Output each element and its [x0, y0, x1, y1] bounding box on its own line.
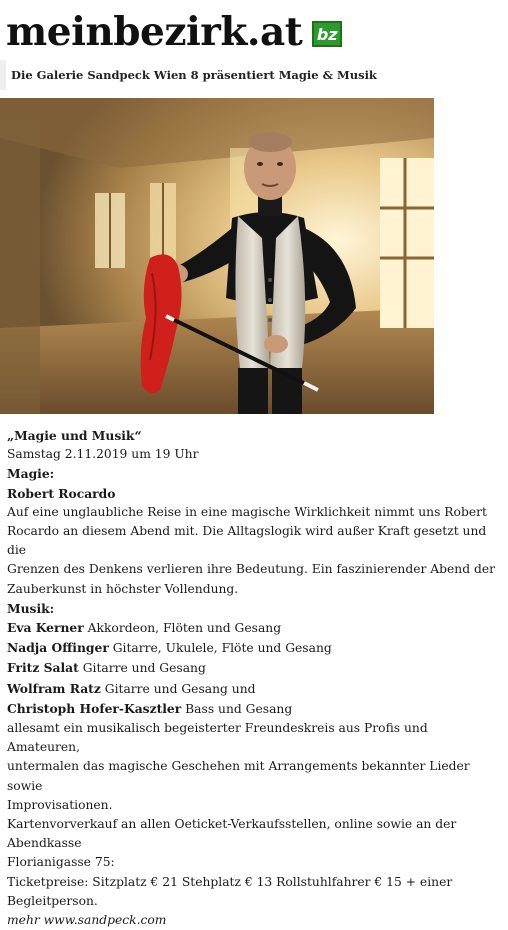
- site-logo[interactable]: meinbezirk.at: [6, 8, 303, 55]
- magic-description-line: Rocardo an diesem Abend mit. Die Alltagslogik wird außer Kraft gesetzt und die: [7, 524, 487, 558]
- masthead: [6, 10, 342, 54]
- musician-role: Gitarre, Ukulele, Flöte und Gesang: [108, 641, 332, 656]
- magic-description-line: Grenzen des Denkens verlieren ihre Bedeutung. Ein faszinierender Abend der: [7, 562, 496, 577]
- article-body: [7, 426, 503, 930]
- bz-logo-badge[interactable]: bz: [312, 21, 342, 47]
- music-description-line: allesamt ein musikalisch begeisterter Freundeskreis aus Profis und Amateuren,: [7, 721, 428, 755]
- magic-description-line: Auf eine unglaubliche Reise in eine magische Wirklichkeit nimmt uns Robert: [7, 504, 487, 519]
- musician-line: [7, 638, 503, 658]
- musician-role: Gitarre und Gesang: [78, 661, 206, 676]
- musician-role: Akkordeon, Flöten und Gesang: [83, 621, 282, 636]
- musician-role: Bass und Gesang: [181, 701, 293, 716]
- musician-name: Nadja Offinger: [7, 640, 109, 656]
- presale-line: Abendkasse: [7, 836, 82, 851]
- event-date: Samstag 2.11.2019 um 19 Uhr: [7, 447, 199, 462]
- musician-name: Wolfram Ratz: [7, 680, 101, 696]
- musician-name: Christoph Hofer-Kasztler: [7, 700, 182, 716]
- presale-line: Kartenvorverkauf an allen Oeticket-Verkaufsstellen, online sowie an der: [7, 817, 457, 832]
- price-line: Ticketpreise: Sitzplatz € 21 Stehplatz € 13 Rollstuhlfahrer € 15 + einer: [7, 874, 453, 889]
- magic-description-line: Zauberkunst in höchster Vollendung.: [7, 581, 239, 596]
- price-line: Begleitperson.: [7, 893, 98, 908]
- subtitle-accent: [0, 60, 6, 90]
- article-photo: [0, 98, 434, 414]
- musician-line: [7, 658, 503, 678]
- musician-line: [7, 699, 503, 719]
- event-title: „Magie und Musik“: [7, 428, 142, 443]
- musician-name: Fritz Salat: [7, 660, 79, 676]
- musician-line: [7, 618, 503, 638]
- magician-name: Robert Rocardo: [7, 485, 116, 501]
- article-subtitle: Die Galerie Sandpeck Wien 8 präsentiert Magie & Musik: [11, 68, 377, 82]
- music-heading: Musik:: [7, 600, 55, 616]
- venue-address: Florianigasse 75:: [7, 855, 115, 870]
- music-description-line: Improvisationen.: [7, 797, 113, 812]
- musician-line: [7, 679, 503, 699]
- music-description-line: untermalen das magische Geschehen mit Arrangements bekannter Lieder sowie: [7, 759, 470, 793]
- magic-heading: Magie:: [7, 466, 55, 482]
- musician-role: Gitarre und Gesang und: [100, 681, 256, 696]
- musician-name: Eva Kerner: [7, 620, 84, 636]
- more-link[interactable]: mehr www.sandpeck.com: [7, 913, 167, 928]
